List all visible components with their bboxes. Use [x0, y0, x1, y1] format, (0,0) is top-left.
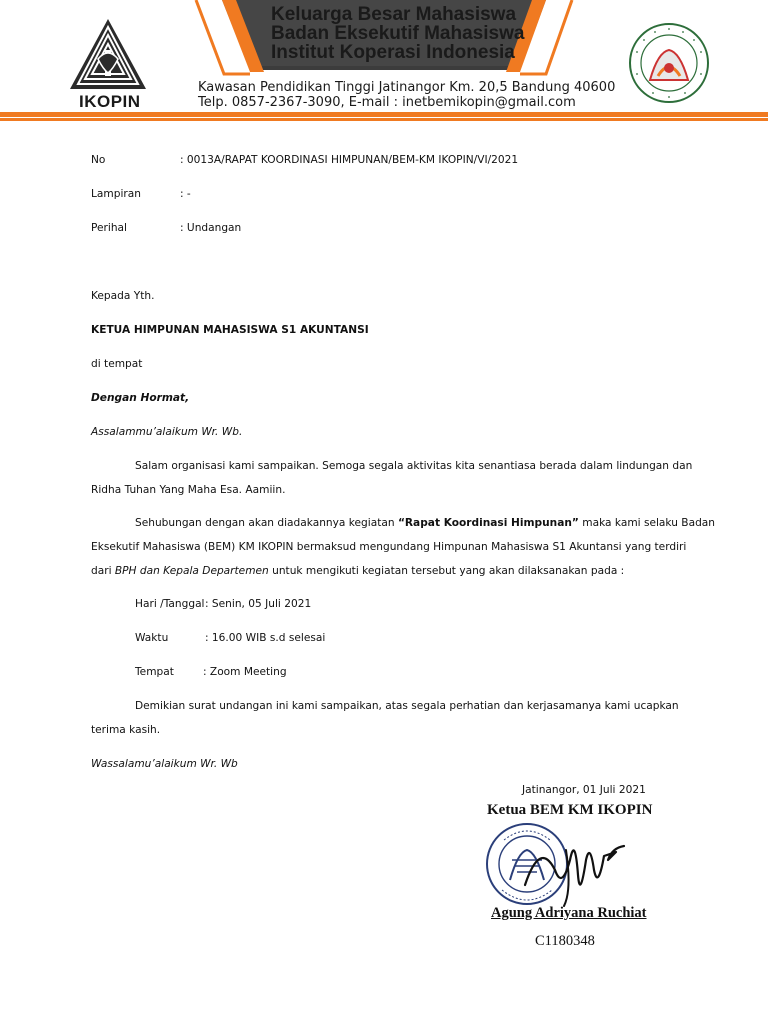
- paragraph-2-line-3-c: untuk mengikuti kegiatan tersebut yang akan dilaksanakan pada :: [268, 565, 625, 577]
- paragraph-1-line-2: Ridha Tuhan Yang Maha Esa. Aamiin.: [91, 484, 286, 496]
- opening-greeting: Assalammu’alaikum Wr. Wb.: [91, 426, 243, 438]
- hari-label: Hari /Tanggal: [135, 598, 205, 610]
- perihal-label: Perihal: [91, 222, 127, 234]
- paragraph-2-text-c: maka kami selaku Badan: [578, 517, 716, 529]
- no-value: : 0013A/RAPAT KOORDINASI HIMPUNAN/BEM-KM IKOPIN/VI/2021: [180, 154, 519, 166]
- salutation: Dengan Hormat,: [91, 392, 190, 404]
- paragraph-2-line-1: [135, 516, 715, 530]
- org-contact: Telp. 0857-2367-3090, E-mail : inetbemikopin@gmail.com: [198, 95, 576, 110]
- paragraph-2-text-a: Sehubungan dengan akan diadakannya kegiatan: [135, 517, 398, 529]
- waktu-label: Waktu: [135, 632, 169, 644]
- closing-greeting: Wassalamu’alaikum Wr. Wb: [91, 758, 238, 770]
- paragraph-2-line-3-a: dari: [91, 565, 115, 577]
- org-address: Kawasan Pendidikan Tinggi Jatinangor Km. 20,5 Bandung 40600: [198, 80, 616, 95]
- ikopin-logo: [68, 17, 148, 93]
- place-date: Jatinangor, 01 Juli 2021: [522, 784, 646, 796]
- bem-seal-logo: [628, 22, 710, 104]
- handwritten-signature: [520, 830, 630, 910]
- org-line-2: Badan Eksekutif Mahasiswa: [271, 23, 525, 44]
- invitees: BPH dan Kepala Departemen: [114, 565, 269, 577]
- signatory-id: C1180348: [535, 933, 595, 949]
- signatory-name: Agung Adriyana Ruchiat: [491, 905, 647, 921]
- lampiran-label: Lampiran: [91, 188, 141, 200]
- org-line-3: Institut Koperasi Indonesia: [271, 42, 515, 63]
- lampiran-value: : -: [180, 188, 191, 200]
- paragraph-2-line-3: [91, 564, 624, 578]
- signatory-position: Ketua BEM KM IKOPIN: [487, 802, 653, 818]
- ikopin-logo-text: IKOPIN: [79, 92, 141, 111]
- paragraph-2-line-2: Eksekutif Mahasiswa (BEM) KM IKOPIN bermaksud mengundang Himpunan Mahasiswa S1 Akuntansi yang terdiri: [91, 541, 687, 553]
- paragraph-1-line-1: Salam organisasi kami sampaikan. Semoga segala aktivitas kita senantiasa berada dalam lindungan dan: [135, 460, 693, 472]
- no-label: No: [91, 154, 106, 166]
- recipient-place: di tempat: [91, 358, 143, 370]
- recipient-name: KETUA HIMPUNAN MAHASISWA S1 AKUNTANSI: [91, 324, 369, 336]
- tempat-label: Tempat: [135, 666, 174, 678]
- hari-value: : Senin, 05 Juli 2021: [205, 598, 312, 610]
- paragraph-3-line-2: terima kasih.: [91, 724, 161, 736]
- org-line-1: Keluarga Besar Mahasiswa: [271, 4, 517, 25]
- waktu-value: : 16.00 WIB s.d selesai: [205, 632, 326, 644]
- perihal-value: : Undangan: [180, 222, 242, 234]
- recipient-greeting: Kepada Yth.: [91, 290, 155, 302]
- event-name: “Rapat Koordinasi Himpunan”: [397, 517, 579, 529]
- tempat-value: : Zoom Meeting: [203, 666, 287, 678]
- paragraph-3-line-1: Demikian surat undangan ini kami sampaikan, atas segala perhatian dan kerjasamanya kami ucapkan: [135, 700, 679, 712]
- letterhead: [0, 0, 768, 124]
